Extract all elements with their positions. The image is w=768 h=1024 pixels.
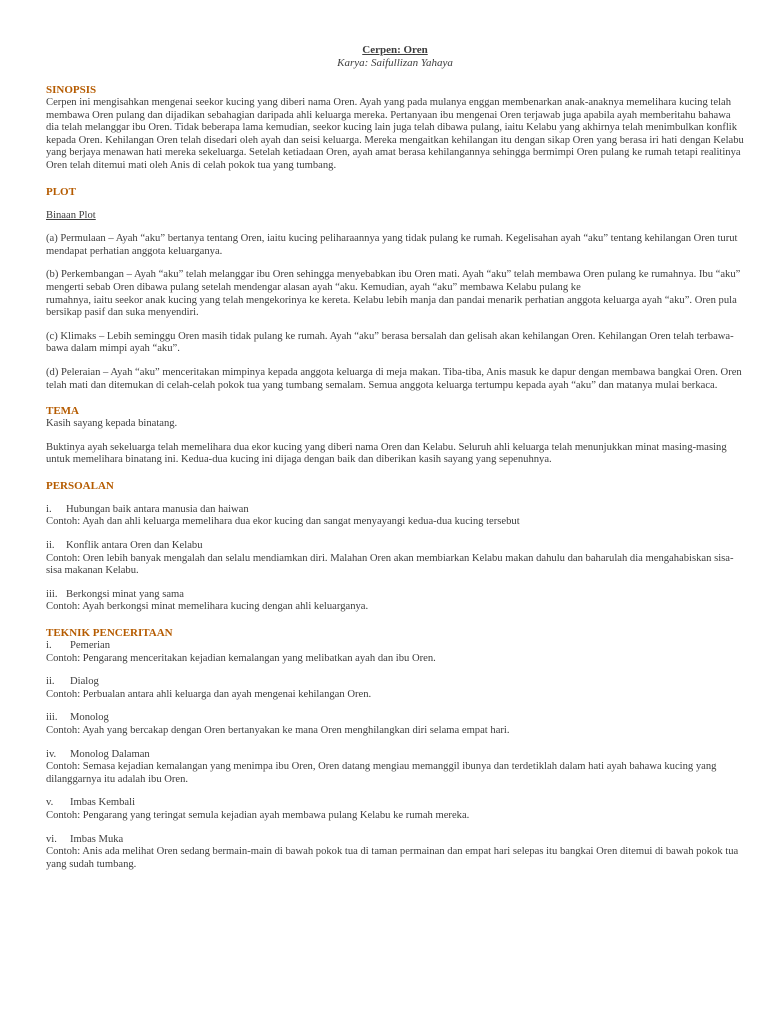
plot-item-permulaan: (a) Permulaan – Ayah “aku” bertanya tentang Oren, iaitu kucing peliharaannya yang tidak pulang ke rumah. Kegelisahan ayah “aku” tentang kehilangan Oren turut mendapat perhatian anggota keluarganya. (46, 233, 738, 257)
tema-line: Kasih sayang kepada binatang. (46, 418, 178, 430)
document-author: Karya: Saifullizan Yahaya (337, 57, 453, 69)
plot-item-peleraian: (d) Peleraian – Ayah “aku” menceritakan mimpinya kepada anggota keluarga di meja makan. Tiba-tiba, Anis masuk ke dapur dengan membawa bangkai Oren. Oren telah mati dan ditemukan di celah-celah pokok tua yang tumbang semalam. Semua anggota keluarga tertumpu kepada ayah “aku” dan matanya mulai berkaca. (46, 366, 742, 391)
teknik-item-example: Contoh: Anis ada melihat Oren sedang bermain-main di bawah pokok tua di taman permainan dan empat hari selepas itu bangkai Oren ditemui di bawah pokok tua yang sudah tumbang. (46, 846, 739, 870)
heading-teknik-penceritaan: TEKNIK PENCERITAAN (46, 627, 173, 640)
teknik-item-title: ii. Dialog (46, 676, 99, 688)
sinopsis-text: Cerpen ini mengisahkan mengenai seekor kucing yang diberi nama Oren. Ayah yang pada mulanya enggan membenarkan anak-anaknya memelihara kucing telah membawa Oren pulang dan dijadikan sebahagian daripada ahli keluarga mereka. Pertanyaan ibu mengenai Oren terjawab juga apabila ayah memberitahu bahawa dia telah melanggar ibu Oren. Tidak beberapa lama kemudian, seekor kucing lain juga telah dibawa pulang, iaitu Kelabu yang akhirnya telah menimbulkan konflik kepada Oren. Kehilangan Oren telah disedari oleh ayah dan seisi keluarga. Mereka mengaitkan kehilangan itu dengan sikap Oren yang berasa iri hati dengan Kelabu yang berjaya menawan hati mereka sekeluarga. Setelah ketiadaan Oren, ayah amat berasa kehilangannya sehingga bermimpi Oren pulang ke rumah tetapi realitinya Oren telah ditemui mati oleh Anis di celah pokok tua yang tumbang. (46, 97, 744, 171)
heading-tema: TEMA (46, 405, 79, 418)
heading-persoalan: PERSOALAN (46, 479, 114, 492)
teknik-item-title: i. Pemerian (46, 640, 111, 652)
persoalan-item-title: i. Hubungan baik antara manusia dan haiwan (46, 503, 249, 515)
persoalan-item-example: Contoh: Ayah dan ahli keluarga memelihara dua ekor kucing dan sangat menyayangi kedua-dua kucing tersebut (46, 516, 520, 528)
teknik-item-example: Contoh: Semasa kejadian kemalangan yang menimpa ibu Oren, Oren datang mengiau memanggil ibunya dan terdetiklah dalam hati ayah bahawa kucing yang dilanggarnya itu adalah ibu Oren. (46, 761, 717, 785)
plot-item-klimaks: (c) Klimaks – Lebih seminggu Oren masih tidak pulang ke rumah. Ayah “aku” berasa bersalah dan gelisah akan kehilangan Oren. Kehilangan Oren telah terbawa-bawa dalam mimpi ayah “aku”. (46, 330, 734, 355)
heading-sinopsis: SINOPSIS (46, 84, 97, 96)
plot-item-perkembangan-cont: rumahnya, iaitu seekor anak kucing yang telah mengekorinya ke kereta. Kelabu lebih manja dan pandai menarik perhatian anggota keluarga ayah “aku”. Oren pula bersikap pasif dan suka menyendiri. (46, 294, 737, 319)
plot-subheading: Binaan Plot (46, 209, 96, 221)
persoalan-item-example: Contoh: Oren lebih banyak mengalah dan selalu mendiamkan diri. Malahan Oren akan membiarkan Kelabu makan dahulu dan baharulah dia mengahabiskan sisa-sisa makanan Kelabu. (46, 552, 734, 577)
teknik-item-example: Contoh: Pengarang menceritakan kejadian kemalangan yang melibatkan ayah dan ibu Oren. (46, 652, 436, 664)
persoalan-item-title: ii. Konflik antara Oren dan Kelabu (46, 540, 203, 552)
teknik-item-example: Contoh: Ayah yang bercakap dengan Oren bertanyakan ke mana Oren menghilangkan diri selama empat hari. (46, 725, 510, 736)
teknik-item-example: Contoh: Pengarang yang teringat semula kejadian ayah membawa pulang Kelabu ke rumah mereka. (46, 809, 470, 821)
plot-item-perkembangan: (b) Perkembangan – Ayah “aku” telah melanggar ibu Oren sehingga menyebabkan ibu Oren mati. Ayah “aku” telah membawa Oren pulang ke rumahnya. Ibu “aku” mengerti sebab Oren dibawa pulang setelah mendengar alasan ayah “aku. Kemudian, ayah “aku” membawa Kelabu pulang ke (46, 269, 741, 293)
teknik-item-title: iv. Monolog Dalaman (46, 748, 150, 760)
tema-text: Buktinya ayah sekeluarga telah memelihara dua ekor kucing yang diberi nama Oren dan Kelabu. Seluruh ahli keluarga telah menunjukkan minat masing-masing untuk memelihara binatang ini. Kedua-dua kucing ini dijaga dengan baik dan diberikan kasih sayang yang sepenuhnya. (46, 441, 727, 466)
heading-plot: PLOT (46, 185, 76, 198)
teknik-item-title: vi. Imbas Muka (46, 833, 124, 845)
teknik-item-title: v. Imbas Kembali (46, 797, 136, 809)
document-title: Cerpen: Oren (362, 44, 428, 56)
persoalan-item-example: Contoh: Ayah berkongsi minat memelihara kucing dengan ahli keluarganya. (46, 601, 369, 613)
teknik-item-example: Contoh: Perbualan antara ahli keluarga dan ayah mengenai kehilangan Oren. (46, 688, 372, 700)
persoalan-item-title: iii. Berkongsi minat yang sama (46, 588, 184, 600)
teknik-item-title: iii. Monolog (46, 712, 109, 724)
